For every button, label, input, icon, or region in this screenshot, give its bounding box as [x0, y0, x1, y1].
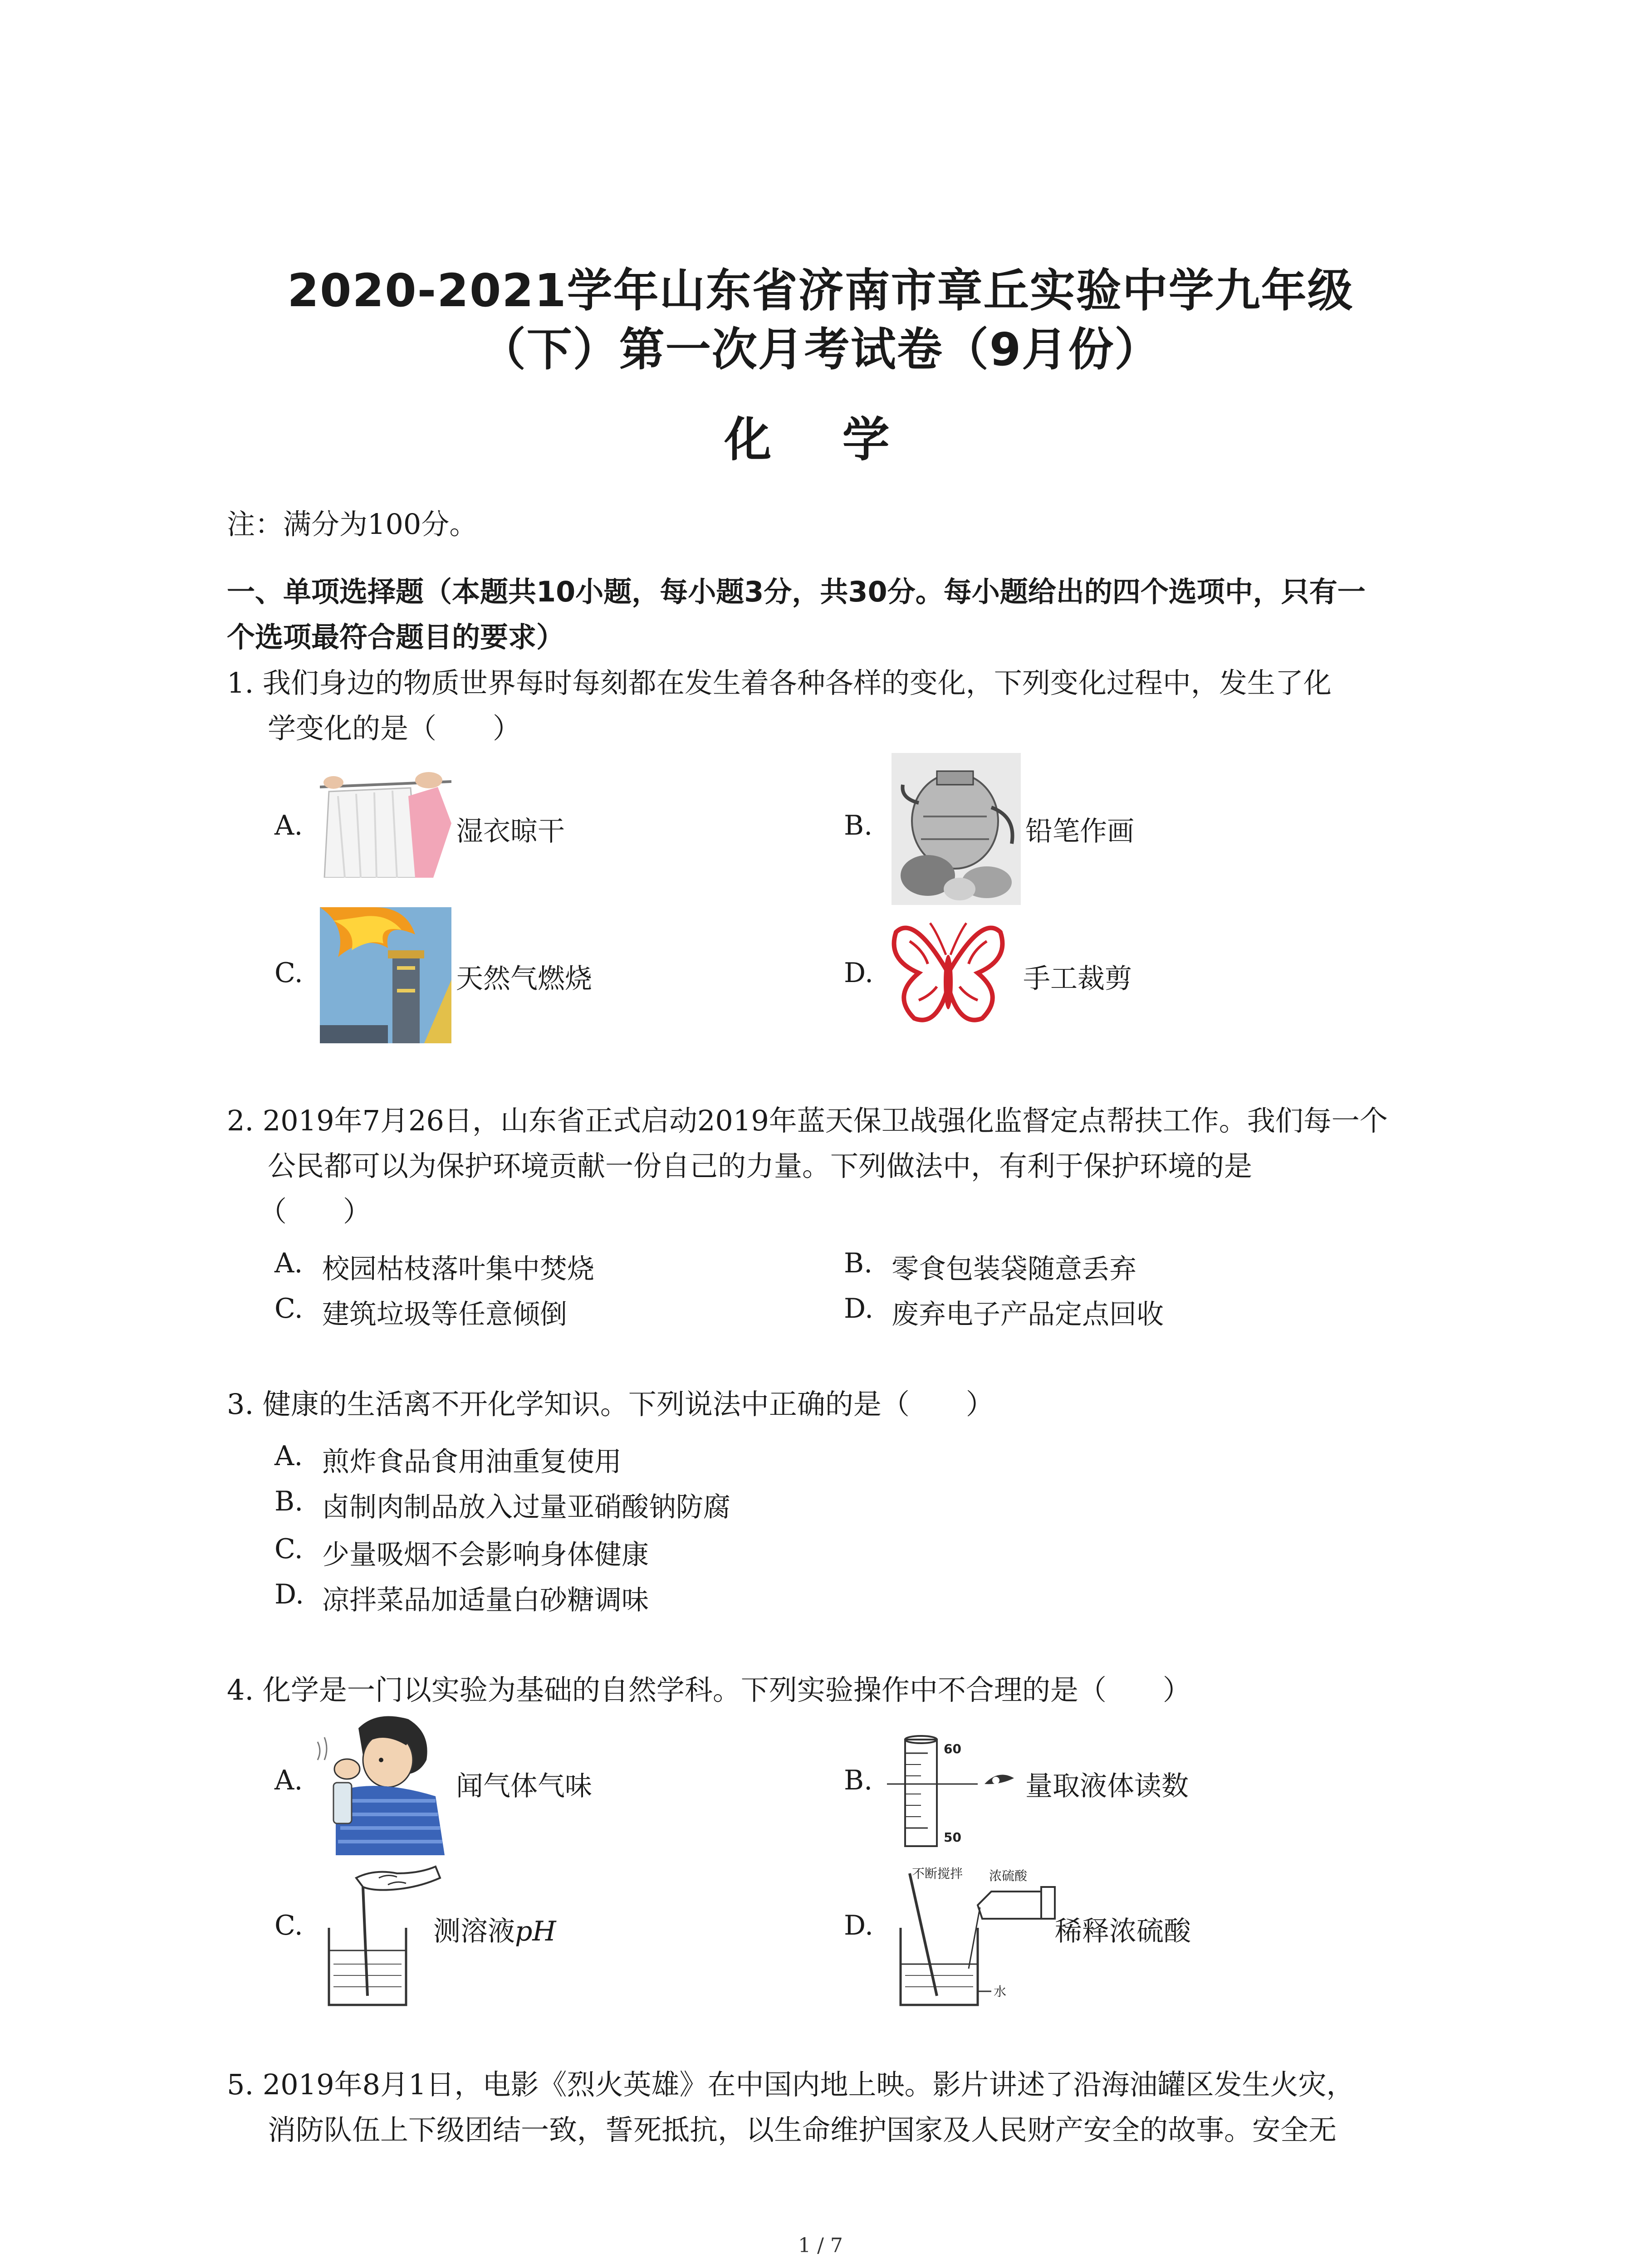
water-label: 水 [994, 1984, 1007, 1999]
cylinder-label-60: 60 [944, 1741, 961, 1756]
q1-option-b-letter: B. [844, 810, 873, 841]
q4-option-d-letter: D. [844, 1910, 874, 1941]
q2-option-a-text: 校园枯枝落叶集中焚烧 [322, 1253, 594, 1285]
dilute-sulfuric-acid-illustration [887, 1860, 1059, 2009]
exam-title-line1: 2020-2021学年山东省济南市章丘实验中学九年级 [287, 264, 1354, 317]
cylinder-label-50: 50 [944, 1830, 961, 1845]
q1-stem-line1: 1. 我们身边的物质世界每时每刻都在发生着各种各样的变化，下列变化过程中，发生了化 [227, 666, 1332, 699]
q2-option-d-letter: D. [844, 1293, 874, 1325]
q5-stem-line1: 5. 2019年8月1日，电影《烈火英雄》在中国内地上映。影片讲述了沿海油罐区发生火灾， [227, 2068, 1355, 2101]
q4-option-c-text [433, 1910, 556, 1949]
pencil-drawing-image [892, 753, 1021, 905]
q4-option-c-text-main: 测溶液 [433, 1916, 515, 1947]
conc-acid-label: 浓硫酸 [989, 1868, 1028, 1883]
q3-option-c-text: 少量吸烟不会影响身体健康 [322, 1539, 649, 1571]
q4-option-a-letter: A. [274, 1765, 303, 1796]
q3-option-a-letter: A. [274, 1440, 303, 1472]
section-heading-line2: 个选项最符合题目的要求） [227, 621, 565, 654]
q2-option-c-text: 建筑垃圾等任意倾倒 [322, 1299, 567, 1330]
q1-option-c-text: 天然气燃烧 [456, 963, 592, 995]
q4-option-c-ph: pH [515, 1916, 556, 1947]
q2-option-a-letter: A. [274, 1247, 303, 1279]
q1-option-b-text: 铅笔作画 [1025, 816, 1134, 847]
subject-title: 化 学 [724, 412, 917, 467]
score-note: 注：满分为100分。 [227, 508, 478, 541]
q2-option-d-text: 废弃电子产品定点回收 [892, 1299, 1164, 1330]
q1-option-d-letter: D. [844, 957, 874, 989]
exam-title-line2: （下）第一次月考试卷（9月份） [480, 323, 1161, 376]
q4-option-b-text: 量取液体读数 [1025, 1770, 1189, 1802]
q1-option-a-letter: A. [274, 810, 303, 841]
q3-option-b-letter: B. [274, 1486, 304, 1517]
q2-stem-line2: 公民都可以为保护环境贡献一份自己的力量。下列做法中，有利于保护环境的是 [268, 1149, 1253, 1183]
q1-stem-line2: 学变化的是（ ） [268, 712, 521, 745]
wet-clothes-drying-image [320, 769, 451, 878]
q3-stem: 3. 健康的生活离不开化学知识。下列说法中正确的是（ ） [227, 1388, 994, 1421]
stirring-label: 不断搅拌 [912, 1866, 963, 1881]
q4-option-a-text: 闻气体气味 [456, 1770, 592, 1802]
ph-test-illustration [320, 1860, 442, 2009]
q3-option-d-text: 凉拌菜品加适量白砂糖调味 [322, 1584, 649, 1616]
natural-gas-flame-image [320, 907, 451, 1043]
q2-stem-line1: 2. 2019年7月26日，山东省正式启动2019年蓝天保卫战强化监督定点帮扶工作。我们每一个 [227, 1104, 1388, 1137]
q4-option-b-letter: B. [844, 1765, 873, 1796]
page-number: 1 / 7 [798, 2234, 843, 2257]
smelling-gas-illustration [309, 1710, 445, 1855]
q3-option-a-text: 煎炸食品食用油重复使用 [322, 1446, 622, 1478]
q1-option-c-letter: C. [274, 957, 303, 989]
q3-option-b-text: 卤制肉制品放入过量亚硝酸钠防腐 [322, 1491, 730, 1523]
q4-option-c-letter: C. [274, 1910, 303, 1941]
q5-stem-line2: 消防队伍上下级团结一致，誓死抵抗，以生命维护国家及人民财产安全的故事。安全无 [268, 2113, 1337, 2146]
q1-option-a-text: 湿衣晾干 [456, 816, 565, 847]
q4-option-d-text: 稀释浓硫酸 [1055, 1916, 1191, 1947]
q1-option-d-text: 手工裁剪 [1023, 963, 1132, 995]
q4-stem: 4. 化学是一门以实验为基础的自然学科。下列实验操作中不合理的是（ ） [227, 1673, 1191, 1706]
q3-option-d-letter: D. [274, 1579, 304, 1610]
q2-option-c-letter: C. [274, 1293, 303, 1325]
paper-cut-butterfly-image [887, 905, 1009, 1039]
section-heading-line1: 一、单项选择题（本题共10小题，每小题3分，共30分。每小题给出的四个选项中，只有一 [227, 575, 1366, 608]
graduated-cylinder-reading-illustration [887, 1730, 1023, 1848]
q2-stem-line3: （ ） [259, 1195, 372, 1228]
q2-option-b-letter: B. [844, 1247, 873, 1279]
q3-option-c-letter: C. [274, 1533, 303, 1565]
q2-option-b-text: 零食包装袋随意丢弃 [892, 1253, 1136, 1285]
